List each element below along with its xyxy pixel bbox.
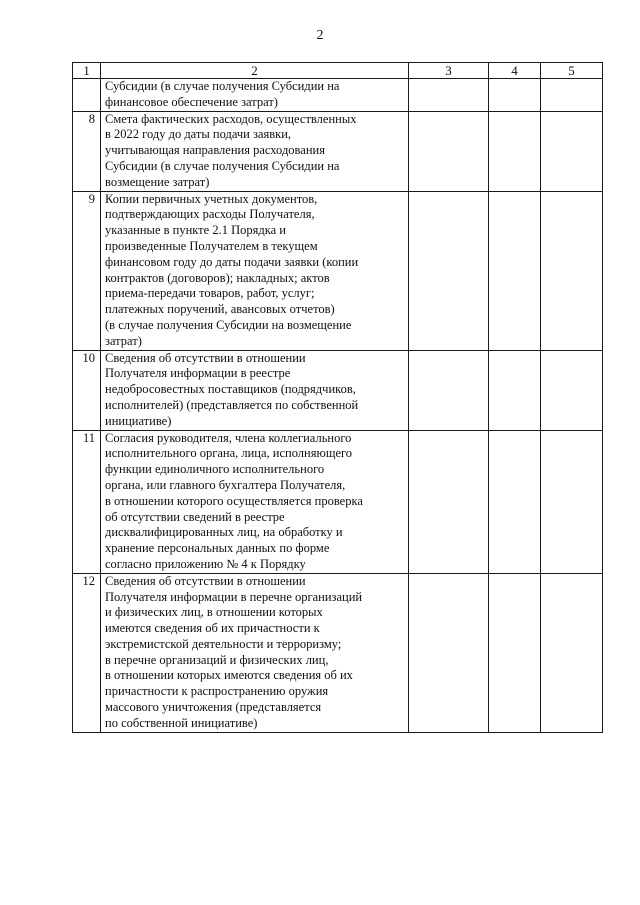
table-row (73, 350, 603, 430)
description-line: финансовом году до даты подачи заявки (копии (105, 254, 359, 269)
col-5-cell (541, 191, 603, 350)
description-line: Субсидии (в случае получения Субсидии на (105, 79, 340, 93)
description-line: причастности к распространению оружия (105, 684, 329, 699)
col-3-cell (409, 430, 489, 573)
row-document-description (101, 79, 409, 112)
row-number: 11 (73, 430, 101, 573)
description-line: органа, или главного бухгалтера Получателя, (105, 477, 346, 492)
description-line: Копии первичных учетных документов, (105, 191, 318, 206)
row-number: 10 (73, 350, 101, 430)
table-row (73, 111, 603, 191)
description-line: (в случае получения Субсидии на возмещение (105, 317, 352, 332)
description-line: исполнителей) (представляется по собственной (105, 397, 359, 412)
col-3-cell (409, 79, 489, 112)
table-body (73, 63, 603, 733)
col-4-cell (489, 430, 541, 573)
description-line: функции единоличного исполнительного (105, 462, 325, 477)
row-document-description (101, 350, 409, 430)
col-4-cell (489, 350, 541, 430)
description-line: произведенные Получателем в текущем (105, 238, 318, 253)
description-line: Смета фактических расходов, осуществленных (105, 111, 357, 126)
description-line: приема-передачи товаров, работ, услуг; (105, 286, 315, 301)
col-3-cell (409, 573, 489, 732)
col-3-cell (409, 111, 489, 191)
description-line: Сведения об отсутствии в отношении (105, 573, 306, 588)
col-5-cell (541, 573, 603, 732)
description-line: Субсидии (в случае получения Субсидии на (105, 158, 340, 173)
row-number: 8 (73, 111, 101, 191)
description-line: хранение персональных данных по форме (105, 541, 330, 556)
description-line: согласно приложению № 4 к Порядку (105, 556, 306, 571)
col-5-cell (541, 430, 603, 573)
description-line: учитывающая направления расходования (105, 143, 325, 158)
description-line: подтверждающих расходы Получателя, (105, 207, 315, 222)
description-line: экстремистской деятельности и терроризму; (105, 636, 342, 651)
col-5-cell (541, 79, 603, 112)
description-line: и физических лиц, в отношении которых (105, 605, 323, 620)
row-document-description (101, 111, 409, 191)
description-line: затрат) (105, 333, 142, 348)
description-line: Сведения об отсутствии в отношении (105, 350, 306, 365)
col-5-cell (541, 111, 603, 191)
column-header-2: 2 (101, 63, 409, 79)
description-line: имеются сведения об их причастности к (105, 621, 320, 636)
row-number: 12 (73, 573, 101, 732)
description-line: в отношении которых имеются сведения об их (105, 668, 353, 683)
col-4-cell (489, 111, 541, 191)
col-5-cell (541, 350, 603, 430)
column-header-1: 1 (73, 63, 101, 79)
column-header-4: 4 (489, 63, 541, 79)
description-line: Согласия руководителя, члена коллегиального (105, 430, 352, 445)
table-row (73, 573, 603, 732)
table-row (73, 430, 603, 573)
description-line: указанные в пункте 2.1 Порядка и (105, 223, 286, 238)
description-line: Получателя информации в реестре (105, 366, 291, 381)
description-line: инициативе) (105, 413, 172, 428)
description-line: возмещение затрат) (105, 174, 210, 189)
row-number (73, 79, 101, 112)
column-header-3: 3 (409, 63, 489, 79)
description-line: в 2022 году до даты подачи заявки, (105, 127, 292, 142)
col-4-cell (489, 191, 541, 350)
description-line: дисквалифицированных лиц, на обработку и (105, 525, 343, 540)
description-line: платежных поручений, авансовых отчетов) (105, 302, 335, 317)
documents-table (72, 62, 603, 733)
description-line: контрактов (договоров); накладных; актов (105, 270, 330, 285)
description-line: Получателя информации в перечне организаций (105, 589, 363, 604)
description-line: массового уничтожения (представляется (105, 700, 322, 715)
description-line: в перечне организаций и физических лиц, (105, 652, 329, 667)
row-number: 9 (73, 191, 101, 350)
description-line: недобросовестных поставщиков (подрядчиков, (105, 382, 356, 397)
page-number: 2 (316, 28, 324, 43)
column-header-5: 5 (541, 63, 603, 79)
description-line: об отсутствии сведений в реестре (105, 509, 285, 524)
description-line: финансовое обеспечение затрат) (105, 94, 278, 109)
header-row (73, 63, 603, 79)
row-document-description (101, 573, 409, 732)
col-3-cell (409, 191, 489, 350)
row-document-description (101, 430, 409, 573)
description-line: исполнительного органа, лица, исполняющего (105, 446, 353, 461)
row-document-description (101, 191, 409, 350)
table-row (73, 191, 603, 350)
col-3-cell (409, 350, 489, 430)
description-line: по собственной инициативе) (105, 715, 258, 730)
table-row (73, 79, 603, 112)
col-4-cell (489, 79, 541, 112)
col-4-cell (489, 573, 541, 732)
description-line: в отношении которого осуществляется проверка (105, 493, 363, 508)
